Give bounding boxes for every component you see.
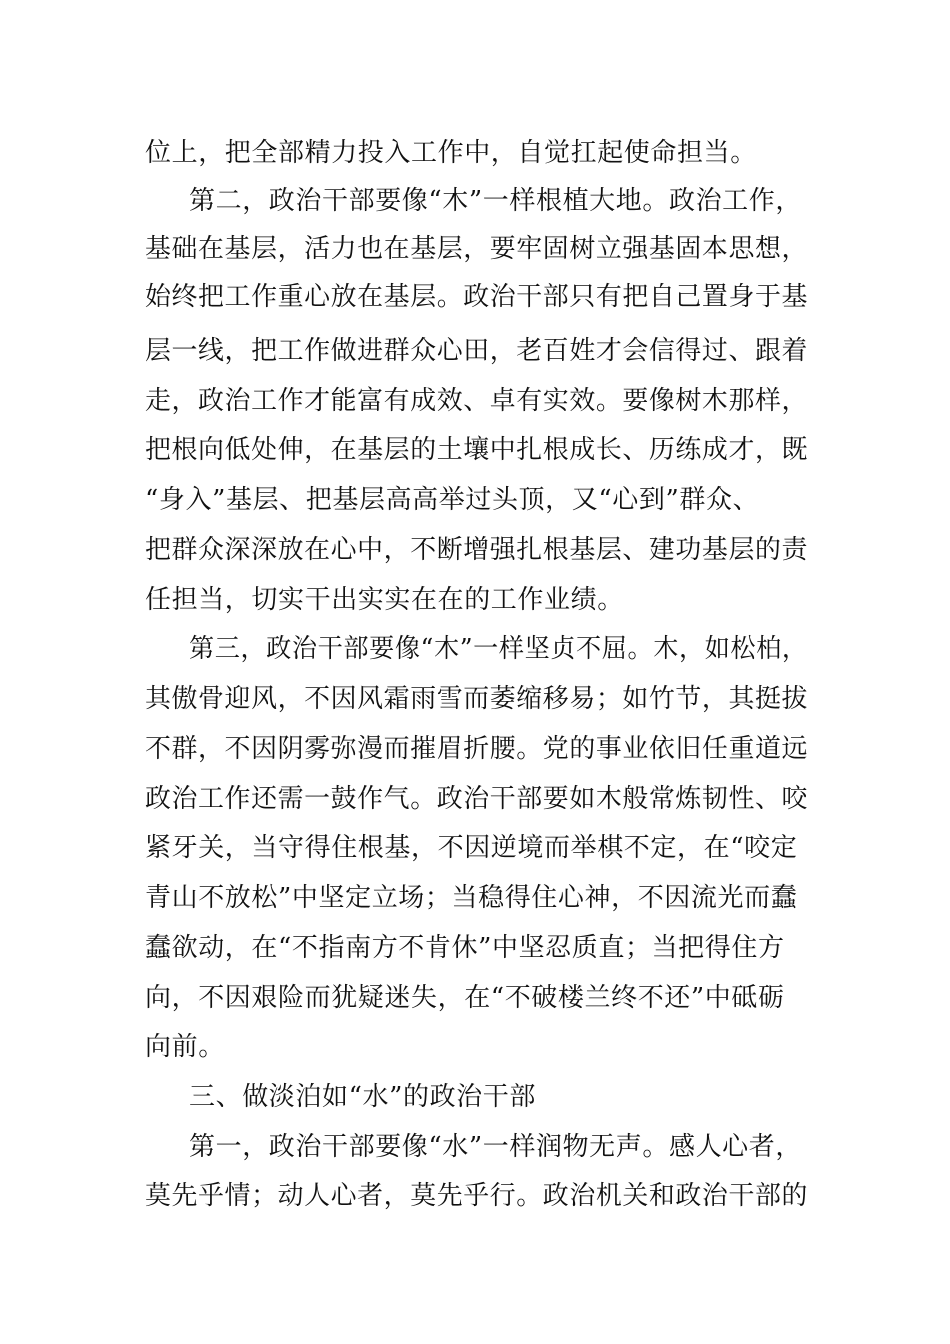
- paragraph-first-line: 第二，政治干部要像“木”一样根植大地。政治工作，: [189, 186, 802, 216]
- text-line: 蠢欲动，在“不指南方不肯休”中坚忍质直；当把得住方: [145, 933, 785, 963]
- paragraph-first-line: 第三，政治干部要像“木”一样坚贞不屈。木，如松柏，: [189, 634, 808, 664]
- text-line: 走，政治工作才能富有成效、卓有实效。要像树木那样，: [145, 386, 809, 416]
- section-heading: 三、做淡泊如“水”的政治干部: [189, 1082, 536, 1112]
- text-line: 向，不因艰险而犹疑迷失，在“不破楼兰终不还”中砥砺: [145, 983, 785, 1013]
- text-line: 不群，不因阴雾弥漫而摧眉折腰。党的事业依旧任重道远: [145, 734, 809, 764]
- text-line: 政治工作还需一鼓作气。政治干部要如木般常炼韧性、咬: [145, 784, 809, 814]
- text-line: 向前。: [145, 1032, 225, 1062]
- text-line: 青山不放松”中坚定立场；当稳得住心神，不因流光而蠢: [145, 883, 798, 913]
- paragraph-first-line: 第一，政治干部要像“水”一样润物无声。感人心者，: [189, 1132, 802, 1162]
- text-line: 莫先乎情；动人心者，莫先乎行。政治机关和政治干部的: [145, 1181, 809, 1211]
- text-line: 基础在基层，活力也在基层，要牢固树立强基固本思想，: [145, 234, 809, 264]
- text-line: 其傲骨迎风，不因风霜雨雪而萎缩移易；如竹节，其挺拔: [145, 684, 809, 714]
- text-line: 层一线，把工作做进群众心田，老百姓才会信得过、跟着: [145, 336, 809, 366]
- text-line: 任担当，切实干出实实在在的工作业绩。: [145, 585, 624, 615]
- text-line: 位上，把全部精力投入工作中，自觉扛起使命担当。: [145, 138, 757, 168]
- text-line: 把群众深深放在心中，不断增强扎根基层、建功基层的责: [145, 535, 809, 565]
- text-line: 把根向低处伸，在基层的土壤中扎根成长、历练成才，既: [145, 435, 809, 465]
- text-line: 始终把工作重心放在基层。政治干部只有把自己置身于基: [145, 282, 809, 312]
- text-line: 紧牙关，当守得住根基，不因逆境而举棋不定，在“咬定: [145, 833, 798, 863]
- text-line: “身入”基层、把基层高高举过头顶，又“心到”群众、: [145, 485, 760, 515]
